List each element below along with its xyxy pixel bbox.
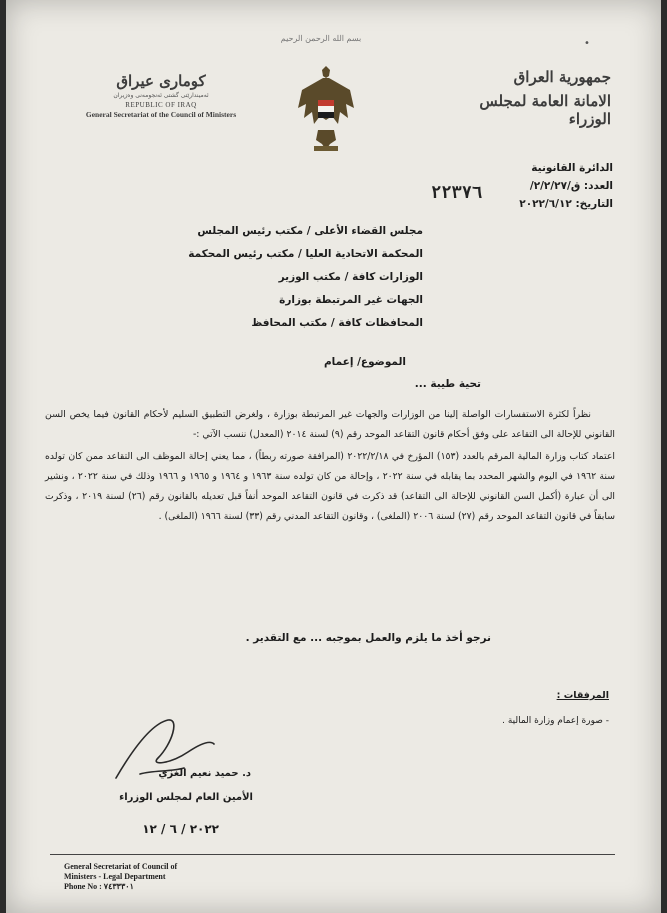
republic-name-arabic: جمهورية العراق bbox=[513, 68, 611, 86]
signature-date: ٢٠٢٢ / ٦ / ١٢ bbox=[142, 822, 219, 836]
footer-block bbox=[64, 862, 264, 892]
signatory-title: الأمين العام لمجلس الوزراء bbox=[119, 792, 253, 803]
reference-number: العدد: ق/٢/٢/٢٧/ bbox=[529, 180, 613, 192]
bismillah-text: بسم الله الرحمن الرحيم bbox=[280, 34, 362, 43]
secretariat-name-english: General Secretariat of the Council of Ministers bbox=[85, 110, 237, 119]
letterhead-left bbox=[66, 72, 256, 119]
greeting: تحية طيبة ... bbox=[414, 378, 481, 390]
footer-line: Phone No : ٧٤٣٣٣٠١ bbox=[64, 882, 134, 891]
secretariat-name-arabic: الامانة العامة لمجلس الوزراء bbox=[479, 92, 611, 128]
recipient-line: المحافظات كافة / مكتب المحافظ bbox=[251, 317, 423, 329]
stamped-number: ٢٢٣٧٦ bbox=[431, 183, 483, 203]
footer-line: General Secretariat of Council of bbox=[64, 862, 178, 871]
closing-line: نرجو أخذ ما يلزم والعمل بموجبه ... مع التقدير . bbox=[245, 632, 491, 644]
attachment-item: - صورة إعمام وزارة المالية . bbox=[502, 716, 609, 726]
republic-name-kurdish: كومارى عيراق bbox=[116, 72, 206, 90]
signatory-name: د. حميد نعيم الغزي bbox=[158, 768, 251, 779]
eagle-emblem-icon bbox=[296, 60, 356, 160]
letter-body bbox=[45, 405, 615, 529]
attachments-title: المرفقات : bbox=[556, 690, 609, 701]
subject-line: الموضوع/ إعمام bbox=[323, 356, 406, 368]
recipient-line: الوزارات كافة / مكتب الوزير bbox=[278, 271, 423, 283]
recipient-line: المحكمة الاتحادية العليا / مكتب رئيس المحكمة bbox=[188, 248, 423, 260]
document-page bbox=[6, 0, 661, 913]
secretariat-name-kurdish: ئەمیندارێتی گشتی ئەنجومەنی وەزیران bbox=[113, 92, 209, 99]
letterhead-arabic bbox=[446, 68, 611, 128]
republic-name-english: REPUBLIC OF IRAQ bbox=[125, 101, 197, 109]
recipient-line: مجلس القضاء الأعلى / مكتب رئيس المجلس bbox=[197, 225, 423, 237]
body-paragraph: اعتماد كتاب وزارة المالية المرقم بالعدد (١٥٣) المؤرخ في ٢٠٢٢/٢/١٨ (المرافقة صورته ربطاً) ، مما يعني إحالة الموظف الى التقاعد ممن كان تولده سنة ١٩٦٢ في اليوم والشهر المحدد بما يقابله في سنة ٢٠٢٢ ، وإحالة من كان تولده سنة ١٩٦٣ و ١٩٦٤ و ١٩٦٥ و ١٩٦٦ وذلك في سنة ٢٠٢٢ ، ونشير الى أن عبارة (أكمل السن القانوني للإحالة الى التقاعد) قد ذكرت في قانون التقاعد الموحد أنفاً قبل تعديله بالقانون رقم (٢٦) لسنة ٢٠١٩ ، وذكرت سابقاً في قانون التقاعد الموحد رقم (٢٧) لسنة ٢٠٠٦ (الملغى) ، وقانون التقاعد المدني رقم (٣٣) لسنة ١٩٦٦ (الملغى) . bbox=[45, 451, 615, 522]
footer-line: Ministers - Legal Department bbox=[64, 872, 166, 881]
recipients-block bbox=[123, 225, 423, 340]
department-label: الدائرة القانونية bbox=[531, 162, 613, 174]
body-paragraph: نظراً لكثرة الاستفسارات الواصلة إلينا من الوزارات والجهات غير المرتبطة بوزارة ، ولغرض التطبيق السليم لأحكام القانون فيما يخص السن القانوني للإحالة الى التقاعد على وفق أحكام قانون التقاعد الموحد رقم (٩) لسنة ٢٠١٤ (المعدل) ننسب الآتي :- bbox=[45, 409, 615, 440]
recipient-line: الجهات غير المرتبطة بوزارة bbox=[279, 294, 423, 306]
footer-divider bbox=[50, 854, 615, 855]
margin-mark: • bbox=[584, 38, 590, 49]
letter-date: التاريخ: ٢٠٢٢/٦/١٢ bbox=[519, 198, 613, 210]
